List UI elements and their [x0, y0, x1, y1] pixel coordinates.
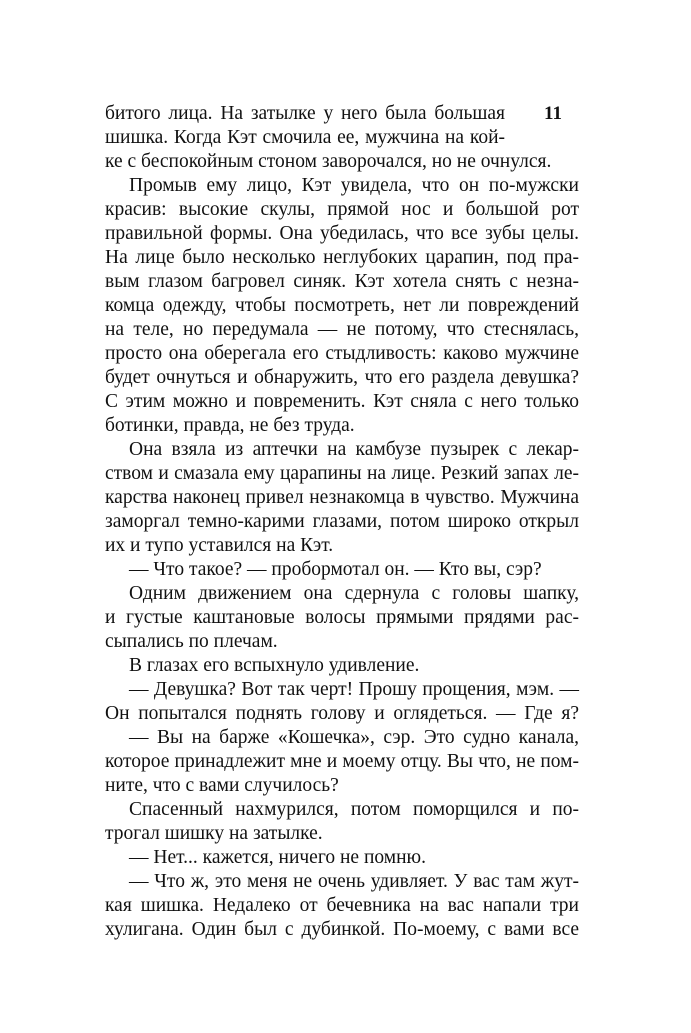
text-line: Промыв ему лицо, Кэт увидела, что он по-мужски — [129, 175, 579, 196]
text-line: заморгал темно-карими глазами, потом широко открыл — [105, 511, 579, 532]
text-line: вым глазом багровел синяк. Кэт хотела снять с незна- — [105, 271, 579, 292]
text-line: их и тупо уставился на Кэт. — [105, 535, 334, 556]
text-line: ните, что с вами случилось? — [105, 775, 339, 796]
text-line: Она взяла из аптечки на камбузе пузырек с лекар- — [129, 439, 579, 460]
text-line: и густые каштановые волосы прямыми прядями рас- — [105, 607, 579, 628]
text-line: на теле, но передумала — не потому, что стеснялась, — [105, 319, 579, 340]
text-line: красив: высокие скулы, прямой нос и большой рот — [105, 199, 579, 220]
text-line: трогал шишку на затылке. — [105, 823, 323, 844]
text-line: — Вы на барже «Кошечка», сэр. Это судно канала, — [129, 727, 579, 748]
text-line: хулигана. Один был с дубинкой. По-моему, с вами все — [105, 919, 579, 940]
text-line: просто она оберегала его стыдливость: каково мужчине — [105, 343, 579, 364]
text-line: правильной формы. Она убедилась, что все зубы целы. — [105, 223, 579, 244]
text-line: комца одежду, чтобы посмотреть, нет ли повреждений — [105, 295, 579, 316]
text-line: С этим можно и повременить. Кэт сняла с него только — [105, 391, 579, 412]
text-line: битого лица. На затылке у него была большая — [105, 103, 505, 124]
text-line: ством и смазала ему царапины на лице. Резкий запах ле- — [105, 463, 579, 484]
text-line: — Нет... кажется, ничего не помню. — [129, 847, 426, 868]
text-line: — Что ж, это меня не очень удивляет. У вас там жут- — [129, 871, 579, 892]
text-line: шишка. Когда Кэт смочила ее, мужчина на кой- — [105, 127, 505, 148]
text-line: На лице было несколько неглубоких царапин, под пра- — [105, 247, 579, 268]
text-line: ке с беспокойным стоном заворочался, но не очнулся. — [105, 151, 552, 172]
page-number: 11 — [544, 103, 562, 124]
text-line: будет очнуться и обнаружить, что его раздела девушка? — [105, 367, 579, 388]
text-line: карства наконец привел незнакомца в чувство. Мужчина — [105, 487, 579, 508]
text-line: — Что такое? — пробормотал он. — Кто вы, сэр? — [129, 559, 542, 580]
text-line: — Девушка? Вот так черт! Прошу прощения, мэм. — — [129, 679, 579, 700]
body-text — [105, 102, 579, 942]
text-line: Он попытался поднять голову и оглядеться. — Где я? — [105, 703, 579, 724]
text-line: Спасенный нахмурился, потом поморщился и по- — [129, 799, 579, 820]
text-line: В глазах его вспыхнуло удивление. — [129, 655, 420, 676]
text-line: сыпались по плечам. — [105, 631, 278, 652]
text-line: кая шишка. Недалеко от бечевника на вас напали три — [105, 895, 579, 916]
text-line: Одним движением она сдернула с головы шапку, — [129, 583, 579, 604]
text-line: ботинки, правда, не без труда. — [105, 415, 355, 436]
text-line: которое принадлежит мне и моему отцу. Вы что, не пом- — [105, 751, 579, 772]
